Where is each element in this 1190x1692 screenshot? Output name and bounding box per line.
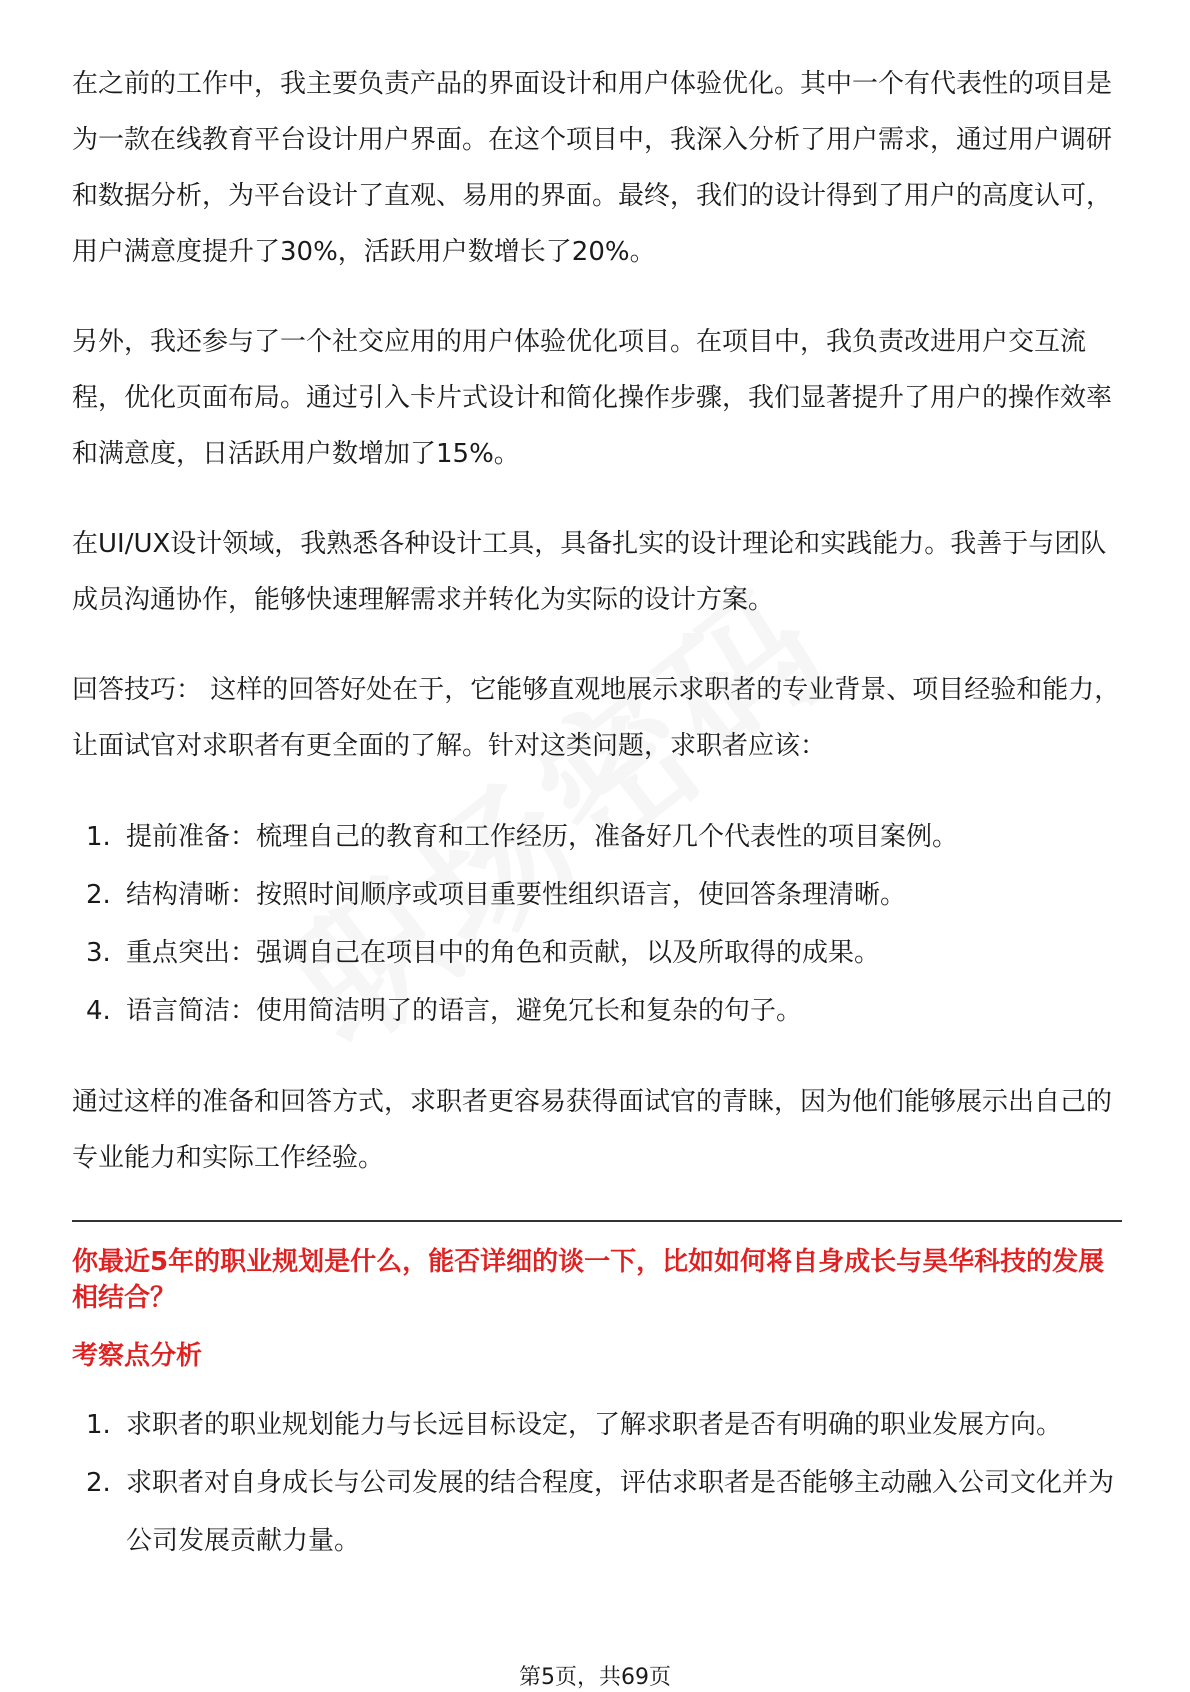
analysis-list	[72, 1396, 1122, 1570]
list-item	[72, 924, 1122, 982]
list-item	[72, 982, 1122, 1040]
list-number: 1.	[86, 822, 111, 852]
paragraph-answer-tips: 回答技巧： 这样的回答好处在于，它能够直观地展示求职者的专业背景、项目经验和能力，让面试官对求职者有更全面的了解。针对这类问题，求职者应该：	[72, 675, 1121, 761]
list-item-text: 提前准备：梳理自己的教育和工作经历，准备好几个代表性的项目案例。	[126, 822, 959, 852]
list-item-text: 结构清晰：按照时间顺序或项目重要性组织语言，使回答条理清晰。	[126, 880, 907, 910]
list-item	[72, 866, 1122, 924]
list-number: 2.	[86, 880, 111, 910]
list-number: 3.	[86, 938, 111, 968]
page-content	[72, 56, 1122, 1570]
paragraph-experience: 在之前的工作中，我主要负责产品的界面设计和用户体验优化。其中一个有代表性的项目是为一款在线教育平台设计用户界面。在这个项目中，我深入分析了用户需求，通过用户调研和数据分析，为平台设计了直观、易用的界面。最终，我们的设计得到了用户的高度认可，用户满意度提升了30%，活跃用户数增长了20%。	[72, 69, 1113, 267]
list-item-text: 求职者的职业规划能力与长远目标设定，了解求职者是否有明确的职业发展方向。	[126, 1410, 1063, 1440]
paragraph-conclusion: 通过这样的准备和回答方式，求职者更容易获得面试官的青睐，因为他们能够展示出自己的专业能力和实际工作经验。	[72, 1087, 1113, 1173]
question-heading: 你最近5年的职业规划是什么，能否详细的谈一下，比如如何将自身成长与昊华科技的发展相结合？	[72, 1247, 1105, 1313]
list-item-text: 重点突出：强调自己在项目中的角色和贡献，以及所取得的成果。	[126, 938, 881, 968]
list-item	[72, 1396, 1122, 1454]
analysis-heading: 考察点分析	[72, 1341, 203, 1371]
list-number: 2.	[86, 1468, 111, 1498]
list-item	[72, 808, 1122, 866]
list-item	[72, 1454, 1122, 1570]
page-footer: 第5页，共69页	[519, 1665, 671, 1690]
list-number: 1.	[86, 1410, 111, 1440]
paragraph-skills: 在UI/UX设计领域，我熟悉各种设计工具，具备扎实的设计理论和实践能力。我善于与团队成员沟通协作，能够快速理解需求并转化为实际的设计方案。	[72, 529, 1107, 615]
list-item-text: 求职者对自身成长与公司发展的结合程度，评估求职者是否能够主动融入公司文化并为公司发展贡献力量。	[126, 1468, 1115, 1556]
list-number: 4.	[86, 996, 111, 1026]
section-divider	[72, 1220, 1122, 1222]
list-item-text: 语言简洁：使用简洁明了的语言，避免冗长和复杂的句子。	[126, 996, 803, 1026]
tips-list	[72, 808, 1122, 1040]
paragraph-social-app: 另外，我还参与了一个社交应用的用户体验优化项目。在项目中，我负责改进用户交互流程，优化页面布局。通过引入卡片式设计和简化操作步骤，我们显著提升了用户的操作效率和满意度，日活跃用户数增加了15%。	[72, 327, 1113, 469]
